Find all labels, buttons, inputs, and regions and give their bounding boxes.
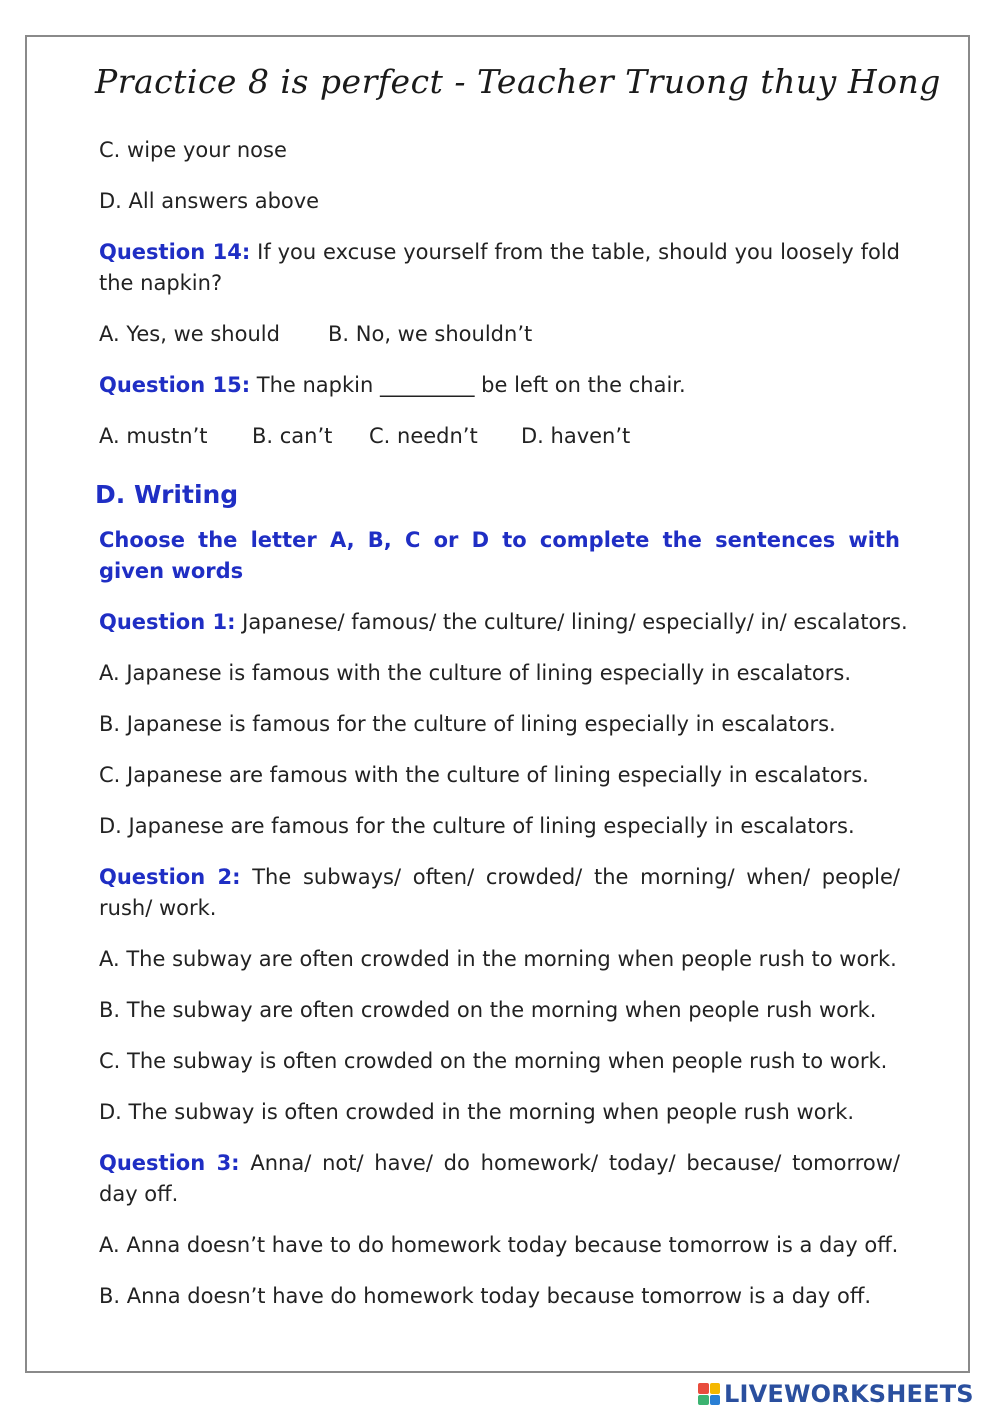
question-15-label: Question 15: [99, 373, 251, 397]
q15-option-d: D. haven’t [521, 424, 631, 448]
w2-option-a: A. The subway are often crowded in the morning when people rush to work. [99, 947, 897, 971]
writing-question-1 [99, 607, 908, 638]
q13-option-c: C. wipe your nose [99, 138, 287, 162]
question-14-text: If you excuse yourself from the table, should you loosely fold the napkin? [99, 240, 900, 295]
q15-option-c: C. needn’t [369, 424, 478, 448]
section-d-instruction: Choose the letter A, B, C or D to complete the sentences with given words [99, 528, 900, 583]
question-14 [99, 237, 900, 299]
writing-question-3-label: Question 3: [99, 1151, 240, 1175]
writing-question-3 [99, 1148, 900, 1210]
w1-option-a: A. Japanese is famous with the culture of lining especially in escalators. [99, 661, 851, 685]
q15-option-a: A. mustn’t [99, 424, 208, 448]
writing-question-2 [99, 862, 900, 924]
question-15-text: The napkin _________ be left on the chair. [250, 373, 686, 397]
liveworksheets-logo-icon [698, 1383, 720, 1405]
writing-question-1-label: Question 1: [99, 610, 236, 634]
section-d-title: D. Writing [95, 480, 239, 509]
q14-option-b: B. No, we shouldn’t [328, 322, 533, 346]
writing-question-1-text: Japanese/ famous/ the culture/ lining/ especially/ in/ escalators. [235, 610, 908, 634]
worksheet-header-title: Practice 8 is perfect - Teacher Truong thuy Hong [95, 62, 941, 101]
question-14-options [99, 319, 900, 350]
liveworksheets-brand-text: LIVEWORKSHEETS [724, 1380, 974, 1408]
writing-question-2-text: The subways/ often/ crowded/ the morning/ when/ people/ rush/ work. [99, 865, 900, 920]
w2-option-b: B. The subway are often crowded on the morning when people rush work. [99, 998, 877, 1022]
w3-option-b: B. Anna doesn’t have do homework today because tomorrow is a day off. [99, 1284, 872, 1308]
question-14-label: Question 14: [99, 240, 251, 264]
q14-option-a: A. Yes, we should [99, 322, 280, 346]
writing-question-3-text: Anna/ not/ have/ do homework/ today/ because/ tomorrow/ day off. [99, 1151, 901, 1206]
liveworksheets-logo[interactable] [698, 1378, 974, 1410]
w2-option-c: C. The subway is often crowded on the morning when people rush to work. [99, 1049, 888, 1073]
writing-question-2-label: Question 2: [99, 865, 241, 889]
question-15-options [99, 421, 900, 452]
w2-option-d: D. The subway is often crowded in the morning when people rush work. [99, 1100, 855, 1124]
w1-option-b: B. Japanese is famous for the culture of lining especially in escalators. [99, 712, 836, 736]
w3-option-a: A. Anna doesn’t have to do homework today because tomorrow is a day off. [99, 1233, 899, 1257]
w1-option-d: D. Japanese are famous for the culture of lining especially in escalators. [99, 814, 855, 838]
question-15 [99, 370, 900, 401]
q15-option-b: B. can’t [252, 424, 333, 448]
w1-option-c: C. Japanese are famous with the culture of lining especially in escalators. [99, 763, 869, 787]
q13-option-d: D. All answers above [99, 189, 320, 213]
